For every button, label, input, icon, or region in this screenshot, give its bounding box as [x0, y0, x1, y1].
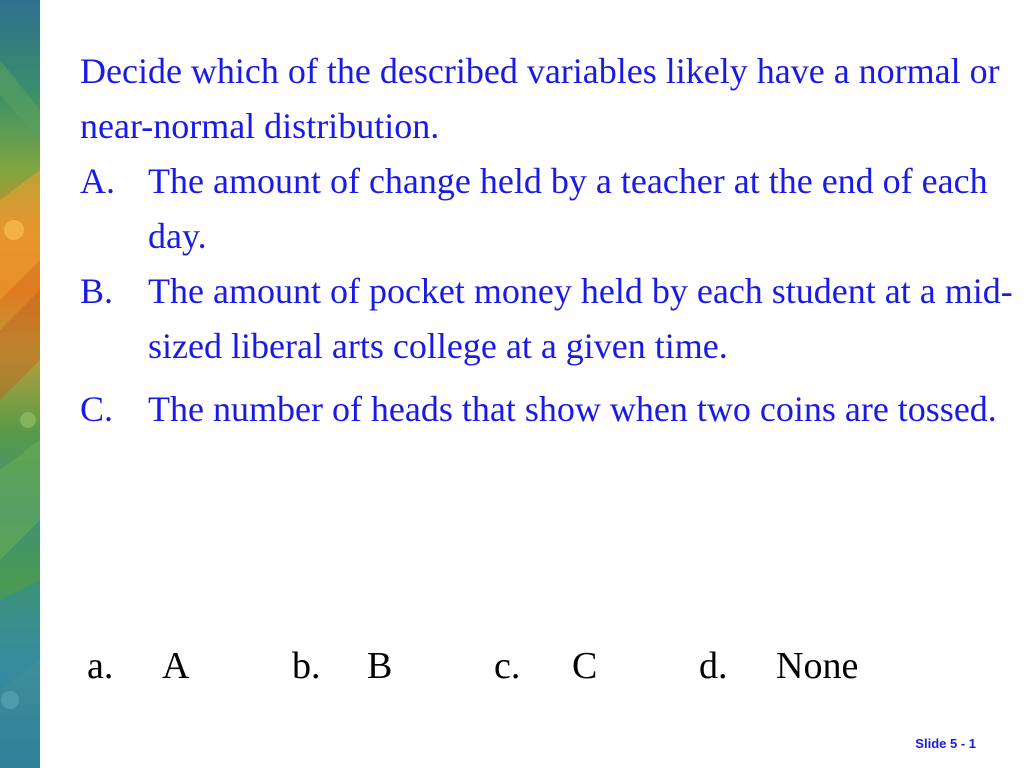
answer-b-label: b. — [292, 645, 321, 687]
option-a-letter: A. — [80, 161, 115, 201]
answer-a-label: a. — [87, 645, 114, 687]
option-c-text: The number of heads that show when two coins are tossed. — [148, 389, 997, 429]
option-c — [80, 382, 1020, 437]
answer-d — [699, 642, 859, 690]
slide-number: Slide 5 - 1 — [915, 736, 976, 751]
decorative-side-strip — [0, 0, 40, 768]
option-c-letter: C. — [80, 389, 114, 429]
answer-a — [87, 642, 190, 690]
answer-d-value: None — [776, 645, 859, 687]
answer-a-value: A — [162, 645, 190, 687]
option-b-letter: B. — [80, 271, 114, 311]
question-text: Decide which of the described variables likely have a normal or near-normal distribution. — [80, 51, 1000, 146]
answer-b-value: B — [367, 645, 393, 687]
option-b-text: The amount of pocket money held by each student at a mid-sized liberal arts college at a given time. — [148, 271, 1013, 366]
answer-b — [292, 642, 393, 690]
answer-c-value: C — [572, 645, 598, 687]
option-a-text: The amount of change held by a teacher at the end of each day. — [148, 161, 988, 256]
option-b — [80, 264, 1020, 374]
answer-d-label: d. — [699, 645, 728, 687]
answer-c — [494, 642, 598, 690]
option-a — [80, 154, 1020, 264]
answer-c-label: c. — [494, 645, 521, 687]
slide-body — [80, 44, 1020, 437]
